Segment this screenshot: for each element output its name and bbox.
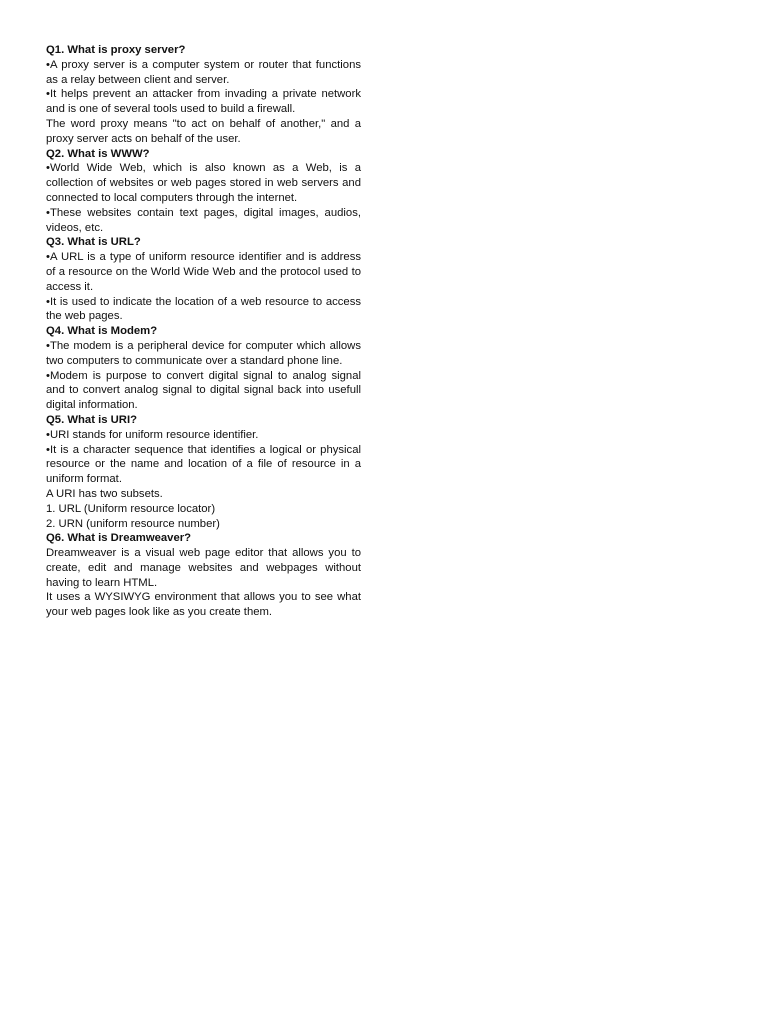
answer-paragraph: •URI stands for uniform resource identifier. — [46, 428, 259, 441]
question-heading: Q2. What is WWW? — [46, 147, 150, 160]
answer-paragraph: •A URL is a type of uniform resource identifier and is address of a resource on the World Wide Web and the protocol used to access it. — [46, 251, 361, 293]
answer-paragraph: •It helps prevent an attacker from invading a private network and is one of several tools used to build a firewall. — [46, 88, 361, 116]
list-item: 2. URN (uniform resource number) — [46, 517, 220, 530]
qa-section-modem — [46, 324, 361, 413]
answer-paragraph: •The modem is a peripheral device for computer which allows two computers to communicate over a standard phone line. — [46, 339, 361, 367]
answer-paragraph: •A proxy server is a computer system or router that functions as a relay between client and server. — [46, 58, 361, 86]
answer-paragraph: It uses a WYSIWYG environment that allows you to see what your web pages look like as you create them. — [46, 591, 361, 619]
answer-paragraph: Dreamweaver is a visual web page editor that allows you to create, edit and manage websites and webpages without having to learn HTML. — [46, 547, 361, 589]
answer-paragraph: •Modem is purpose to convert digital signal to analog signal and to convert analog signal to digital signal back into usefull digital information. — [46, 369, 361, 412]
qa-section-uri — [46, 413, 361, 531]
answer-paragraph: •It is used to indicate the location of a web resource to access the web pages. — [46, 295, 361, 323]
question-heading: Q5. What is URI? — [46, 413, 138, 426]
answer-paragraph: The word proxy means "to act on behalf of another," and a proxy server acts on behalf of the user. — [46, 117, 361, 145]
qa-section-proxy-server — [46, 43, 361, 147]
question-heading: Q1. What is proxy server? — [46, 44, 186, 56]
list-item: 1. URL (Uniform resource locator) — [46, 502, 216, 515]
document-page — [46, 43, 361, 620]
answer-paragraph: •World Wide Web, which is also known as a Web, is a collection of websites or web pages stored in web servers and connected to local computers through the internet. — [46, 162, 361, 204]
qa-section-dreamweaver — [46, 531, 361, 620]
answer-paragraph: •It is a character sequence that identifies a logical or physical resource or the name and location of a file of resource in a uniform format. — [46, 443, 361, 486]
question-heading: Q6. What is Dreamweaver? — [46, 532, 192, 545]
answer-line: A URI has two subsets. — [46, 487, 163, 500]
qa-section-www — [46, 147, 361, 236]
answer-paragraph: •These websites contain text pages, digital images, audios, videos, etc. — [46, 206, 361, 234]
qa-section-url — [46, 235, 361, 324]
question-heading: Q3. What is URL? — [46, 236, 141, 249]
question-heading: Q4. What is Modem? — [46, 325, 158, 338]
